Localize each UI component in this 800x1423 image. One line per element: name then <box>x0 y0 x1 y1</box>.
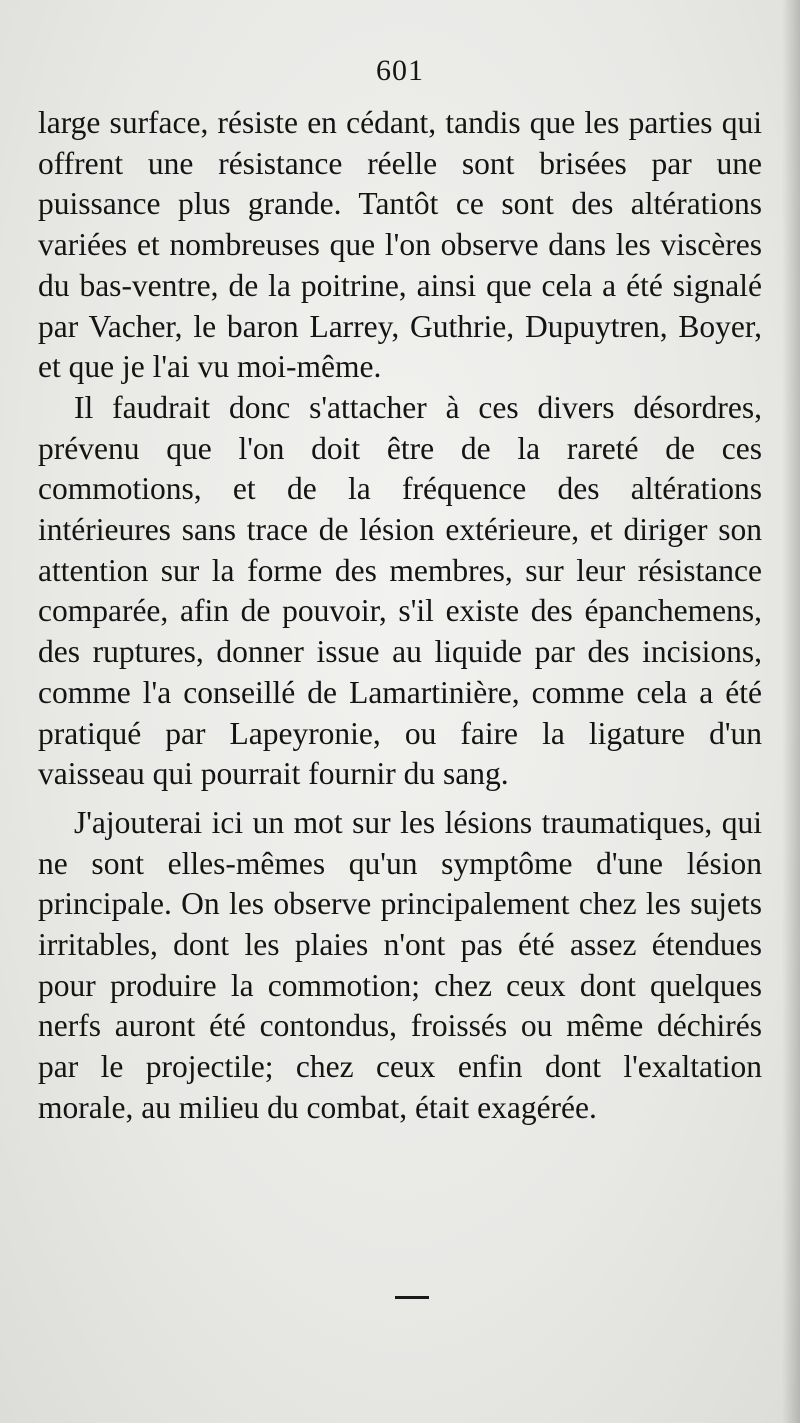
paragraph-1: large surface, résiste en cédant, tandis que les parties qui offrent une résistance réelle sont brisées par une puissance plus grande. Tantôt ce sont des altérations variées et nombreuses que l'on observe dans les viscères du bas-ventre, de la poitrine, ainsi que cela a été signalé par Vacher, le baron Larrey, Guthrie, Dupuytren, Boyer, et que je l'ai vu moi-même. <box>38 105 762 385</box>
page-edge-shadow <box>782 0 800 1423</box>
footer-dash <box>395 1296 429 1299</box>
page-number: 601 <box>376 54 424 87</box>
body-text <box>38 103 762 1129</box>
paragraph-2: Il faudrait donc s'attacher à ces divers désordres, prévenu que l'on doit être de la rareté de ces commotions, et de la fréquence des altérations intérieures sans trace de lésion extérieure, et diriger son attention sur la forme des membres, sur leur résistance comparée, afin de pouvoir, s'il existe des épanchemens, des ruptures, donner issue au liquide par des incisions, comme l'a conseillé de Lamartinière, comme cela a été pratiqué par Lapeyronie, ou faire la ligature d'un vaisseau qui pourrait fournir du sang. <box>38 389 762 792</box>
paragraph-3: J'ajouterai ici un mot sur les lésions traumatiques, qui ne sont elles-mêmes qu'un symptôme d'une lésion principale. On les observe principalement chez les sujets irritables, dont les plaies n'ont pas été assez étendues pour produire la commotion; chez ceux dont quelques nerfs auront été contondus, froissés ou même déchirés par le projectile; chez ceux enfin dont l'exaltation morale, au milieu du combat, était exagérée. <box>38 804 762 1125</box>
